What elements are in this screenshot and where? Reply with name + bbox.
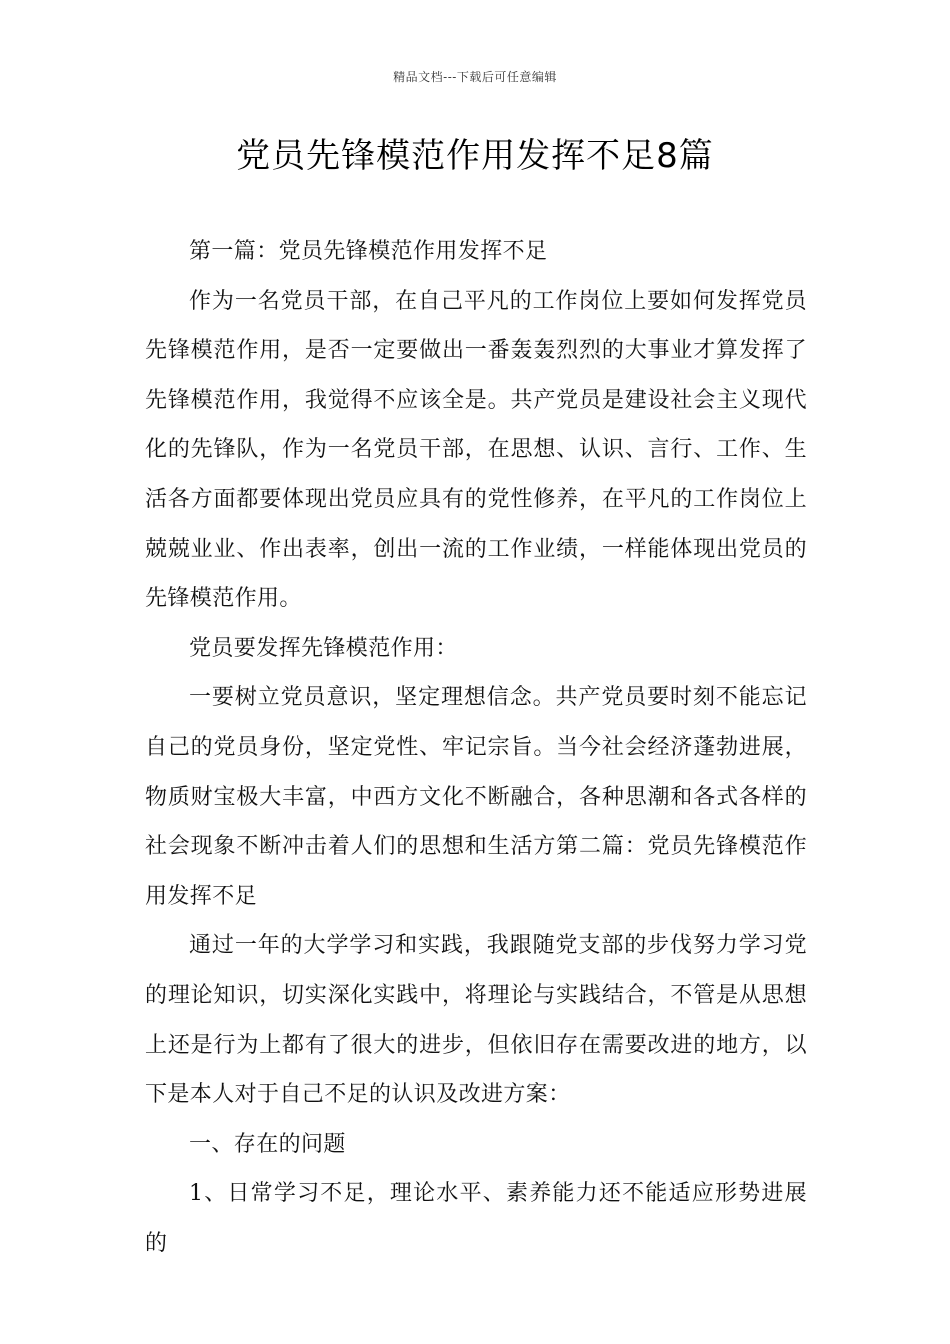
- document-title: 党员先锋模范作用发挥不足8篇: [236, 136, 714, 176]
- paragraph: 通过一年的大学学习和实践，我跟随党支部的步伐努力学习党的理论知识，切实深化实践中，将理论与实践结合，不管是从思想上还是行为上都有了很大的进步，但依旧存在需要改进的地方，以下是本人对于自己不足的认识及改进方案：: [145, 933, 807, 1108]
- section-heading-1: 第一篇：党员先锋模范作用发挥不足: [189, 239, 548, 264]
- paragraph: 作为一名党员干部，在自己平凡的工作岗位上要如何发挥党员先锋模范作用，是否一定要做出一番轰轰烈烈的大事业才算发挥了先锋模范作用，我觉得不应该全是。共产党员是建设社会主义现代化的先锋队，作为一名党员干部，在思想、认识、言行、工作、生活各方面都要体现出党员应具有的党性修养，在平凡的工作岗位上兢兢业业、作出表率，创出一流的工作业绩，一样能体现出党员的先锋模范作用。: [145, 288, 807, 612]
- paragraph: 党员要发挥先锋模范作用：: [189, 635, 458, 661]
- header-note: 精品文档---下载后可任意编辑: [393, 70, 557, 84]
- paragraph: 1、日常学习不足，理论水平、素养能力还不能适应形势进展的: [145, 1181, 807, 1256]
- paragraph: 一要树立党员意识，坚定理想信念。共产党员要时刻不能忘记自己的党员身份，坚定党性、牢记宗旨。当今社会经济蓬勃进展，物质财宝极大丰富，中西方文化不断融合，各种思潮和各式各样的社会现象不断冲击着人们的思想和生活方第二篇：党员先锋模范作用发挥不足: [145, 685, 807, 909]
- document-body: [145, 227, 807, 1268]
- section-heading-problems: 一、存在的问题: [189, 1131, 346, 1157]
